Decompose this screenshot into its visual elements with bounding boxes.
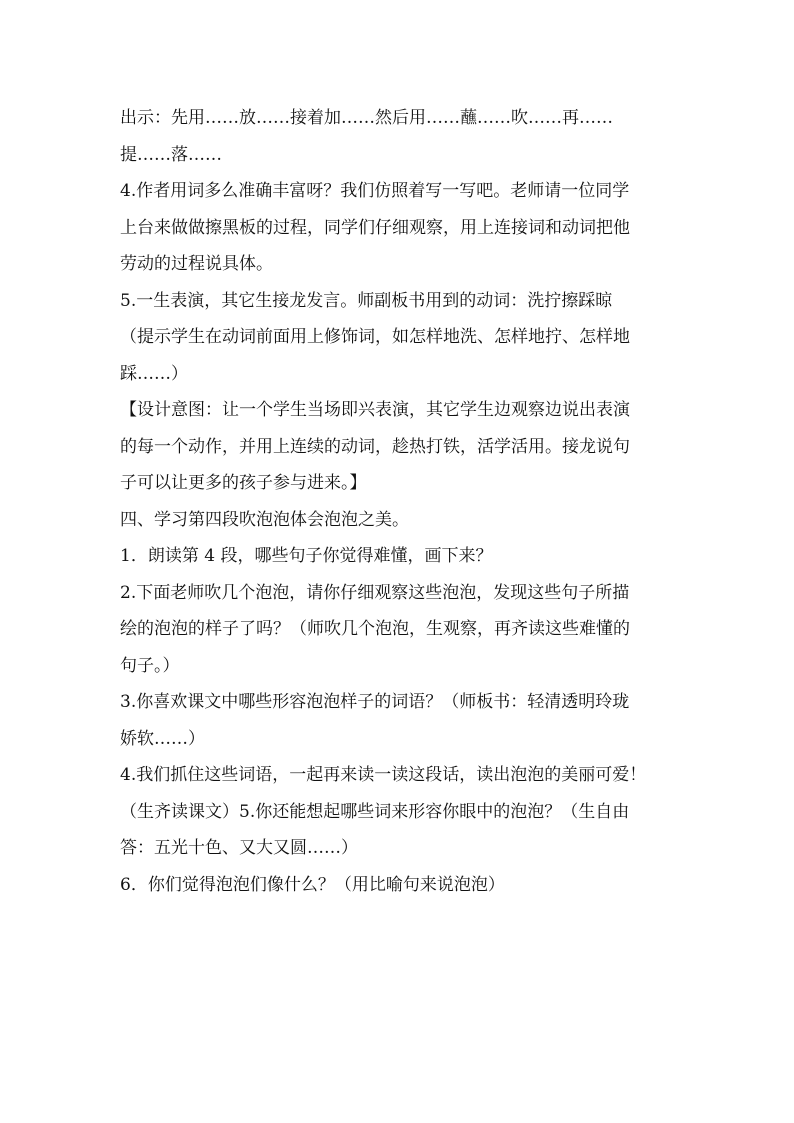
design-intent-line: 的每一个动作，并用上连续的动词，趁热打铁，活学活用。接龙说句 bbox=[120, 436, 630, 457]
text-line: 上台来做做擦黑板的过程，同学们仔细观察，用上连接词和动词把他 bbox=[120, 217, 630, 238]
text-line: 答：五光十色、又大又圆……） bbox=[120, 838, 358, 858]
text-line: 踩……） bbox=[120, 363, 188, 384]
text-line: （提示学生在动词前面用上修饰词，如怎样地洗、怎样地拧、怎样地 bbox=[120, 327, 630, 347]
text-line: 出示：先用……放……接着加……然后用……蘸……吹……再…… bbox=[120, 108, 613, 128]
text-line: 绘的泡泡的样子了吗？（师吹几个泡泡，生观察，再齐读这些难懂的 bbox=[120, 619, 630, 639]
text-line: 4.我们抓住这些词语，一起再来读一读这段话，读出泡泡的美丽可爱！ bbox=[120, 765, 647, 785]
text-line: 1．朗读第 4 段，哪些句子你觉得难懂，画下来？ bbox=[120, 546, 493, 566]
text-line: 提……落…… bbox=[120, 144, 222, 165]
text-line: 5.一生表演，其它生接龙发言。师副板书用到的动词：洗拧擦踩晾 bbox=[120, 290, 613, 311]
text-line: 句子。） bbox=[120, 655, 180, 676]
section-heading: 四、学习第四段吹泡泡体会泡泡之美。 bbox=[120, 509, 409, 530]
text-line: 娇软……） bbox=[120, 728, 205, 749]
text-line: （生齐读课文）5.你还能想起哪些词来形容你眼中的泡泡？（生自由 bbox=[120, 801, 630, 822]
text-line: 3.你喜欢课文中哪些形容泡泡样子的词语？（师板书：轻清透明玲珑 bbox=[120, 692, 630, 712]
design-intent-line: 【设计意图：让一个学生当场即兴表演，其它学生边观察边说出表演 bbox=[120, 400, 630, 420]
design-intent-line: 子可以让更多的孩子参与进来。】 bbox=[120, 473, 367, 493]
text-line: 6．你们觉得泡泡们像什么？（用比喻句来说泡泡） bbox=[120, 874, 505, 895]
text-line: 2.下面老师吹几个泡泡，请你仔细观察这些泡泡，发现这些句子所描 bbox=[120, 582, 630, 603]
document-body bbox=[120, 100, 680, 903]
text-line: 劳动的过程说具体。 bbox=[120, 254, 273, 274]
text-line: 4.作者用词多么准确丰富呀？我们仿照着写一写吧。老师请一位同学 bbox=[120, 181, 630, 201]
